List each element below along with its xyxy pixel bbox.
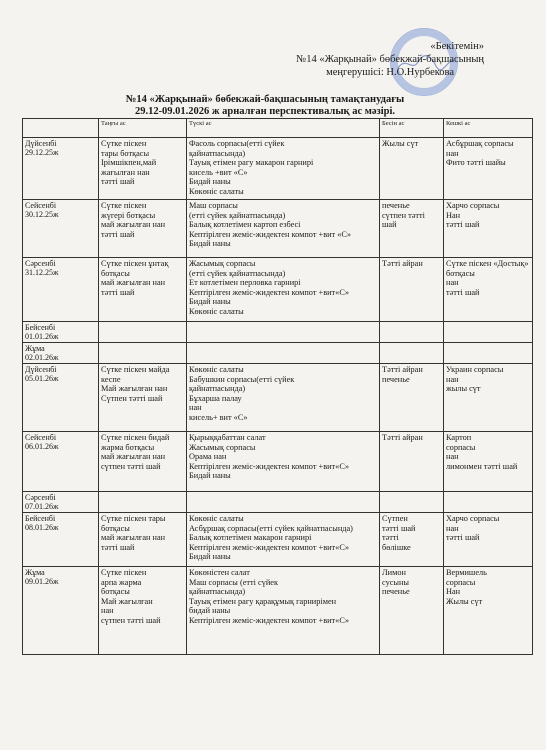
dinner-cell xyxy=(444,343,533,364)
cell-line: лимонмен тәтті шай xyxy=(446,461,518,471)
table-row xyxy=(23,343,533,364)
cell-line: Лимон xyxy=(382,568,406,577)
cell-line: нан xyxy=(446,278,459,288)
cell-line: бөлішке xyxy=(382,542,411,552)
dinner-cell xyxy=(444,513,533,567)
cell-line: жүгері ботқасы xyxy=(101,210,156,220)
day-cell xyxy=(23,343,99,364)
cell-line: Жасымық сорпасы xyxy=(189,259,256,268)
cell-line: 31.12.25ж xyxy=(25,268,59,277)
cell-line: Тәтті айран xyxy=(382,433,423,442)
cell-line: Жұма xyxy=(25,344,45,353)
cell-line: арпа жарма xyxy=(101,577,142,587)
cell-line: Балық котлетімен картоп езбесі xyxy=(189,220,301,230)
cell-line: ботқасы xyxy=(101,523,130,533)
cell-line: 08.01.26ж xyxy=(25,523,59,532)
cell-line: печенье xyxy=(382,587,410,597)
breakfast-cell xyxy=(99,322,187,343)
breakfast-cell xyxy=(99,513,187,567)
cell-line: тәтті шай xyxy=(101,287,135,297)
cell-line: Кептірілген жеміс-жидектен компот +вит«С» xyxy=(189,461,350,471)
cell-line: май жағылған нан xyxy=(101,452,166,462)
lunch-cell xyxy=(187,200,380,258)
cell-line: Нан xyxy=(446,210,461,220)
cell-line: тәтті шай xyxy=(382,523,416,533)
cell-line: қайнатпасында) xyxy=(189,384,246,394)
cell-line: Тауық етімен рагу қарақұмық гарнирімен xyxy=(189,596,337,606)
cell-line: 05.01.26ж xyxy=(25,374,59,383)
cell-line: кеспе xyxy=(101,374,121,384)
table-row xyxy=(23,258,533,322)
snack-cell xyxy=(380,364,444,432)
dinner-cell xyxy=(444,492,533,513)
cell-line: ботқасы xyxy=(101,587,130,597)
cell-line: Асбұршақ сорпасы xyxy=(446,139,514,148)
cell-line: Май жағылған нан xyxy=(101,384,168,394)
snack-cell xyxy=(380,138,444,200)
cell-line: Ет котлетімен перловка гарнирі xyxy=(189,278,301,288)
cell-line: жылы сүт xyxy=(446,384,481,394)
cell-line: Бидай наны xyxy=(189,297,231,307)
cell-line: Кептірілген жеміс-жидектен компот +вит«С» xyxy=(189,615,350,625)
dinner-cell xyxy=(444,322,533,343)
cell-line: Фито тәтті шайы xyxy=(446,158,506,168)
cell-line: Бейсенбі xyxy=(25,323,56,332)
header-dinner: Кешкі ас xyxy=(444,119,533,138)
cell-line: Жасымық сорпасы xyxy=(189,442,256,452)
cell-line: шай xyxy=(382,220,397,230)
table-row xyxy=(23,138,533,200)
cell-line: Орама нан xyxy=(189,452,227,462)
cell-line: Көкөніс салаты xyxy=(189,186,244,196)
approval-line: «Бекітемін» xyxy=(430,41,484,52)
cell-line: Картоп xyxy=(446,433,472,442)
cell-line: Сүтпен тәтті шай xyxy=(101,393,163,403)
cell-line: Көкөніс салаты xyxy=(189,306,244,316)
breakfast-cell xyxy=(99,492,187,513)
table-row xyxy=(23,432,533,492)
snack-cell xyxy=(380,492,444,513)
table-row xyxy=(23,322,533,343)
cell-line: Жылы сүт xyxy=(382,139,419,148)
cell-line: (етті сүйек қайнатпасында) xyxy=(189,210,286,220)
cell-line: Тауық етімен рагу макарон гарнирі xyxy=(189,158,314,168)
dinner-cell xyxy=(444,364,533,432)
day-cell xyxy=(23,432,99,492)
cell-line: Кептірілген жеміс-жидектен компот +вит «С» xyxy=(189,229,352,239)
cell-line: Маш сорпасы (етті сүйек xyxy=(189,577,279,587)
cell-line: Сәрсенбі xyxy=(25,493,56,502)
breakfast-cell xyxy=(99,258,187,322)
cell-line: Сүтке піскен ұнтақ xyxy=(101,259,169,268)
cell-line: нан xyxy=(101,606,114,616)
cell-line: тәтті шай xyxy=(446,287,480,297)
dinner-cell xyxy=(444,567,533,655)
snack-cell xyxy=(380,432,444,492)
cell-line: Кептірілген жеміс-жидектен компот +вит«С» xyxy=(189,542,350,552)
cell-line: бидай наны xyxy=(189,606,231,616)
cell-line: Бидай наны xyxy=(189,471,231,481)
header-snack: Бесін ас xyxy=(380,119,444,138)
day-cell xyxy=(23,492,99,513)
dinner-cell xyxy=(444,432,533,492)
breakfast-cell xyxy=(99,364,187,432)
title-line-2: 29.12-09.01.2026 ж арналған перспективалық ас мәзірі. xyxy=(134,106,396,117)
cell-line: Көкөніс салаты xyxy=(189,365,244,374)
day-cell xyxy=(23,258,99,322)
day-cell xyxy=(23,200,99,258)
cell-line: май жағылған нан xyxy=(101,278,166,288)
cell-line: Бабушкин сорпасы(етті сүйек xyxy=(189,374,295,384)
cell-line: Бұхарша палау xyxy=(189,393,242,403)
dinner-cell xyxy=(444,138,533,200)
cell-line: Жұма xyxy=(25,568,45,577)
cell-line: 07.01.26ж xyxy=(25,502,59,511)
cell-line: тәтті xyxy=(382,533,399,543)
approval-line: №14 «Жарқынай» бөбекжай-бақшасының xyxy=(296,54,484,65)
cell-line: жағылған нан xyxy=(101,167,150,177)
cell-line: қайнатпасында) xyxy=(189,587,246,597)
cell-line: май жағылған нан xyxy=(101,220,166,230)
breakfast-cell xyxy=(99,200,187,258)
cell-line: тәтті шай xyxy=(446,220,480,230)
cell-line: Ірімшікпен,май xyxy=(101,158,157,168)
cell-line: Май жағылған xyxy=(101,596,153,606)
cell-line: қайнатпасында) xyxy=(189,148,246,158)
title-line-1: №14 «Жарқынай» бөбекжай-бақшасының тамақтанудағы xyxy=(125,94,405,105)
cell-line: 02.01.26ж xyxy=(25,353,59,362)
cell-line: кисель+ вит «С» xyxy=(189,412,248,422)
cell-line: Көкөніс салаты xyxy=(189,514,244,523)
cell-line: Украин сорпасы xyxy=(446,365,504,374)
cell-line: Вермишель xyxy=(446,568,487,577)
cell-line: 29.12.25ж xyxy=(25,148,59,157)
lunch-cell xyxy=(187,513,380,567)
cell-line: Көкөністен салат xyxy=(189,568,250,577)
lunch-cell xyxy=(187,343,380,364)
lunch-cell xyxy=(187,322,380,343)
cell-line: Асбұршақ сорпасы(етті сүйек қайнатпасында) xyxy=(189,523,353,533)
table-row xyxy=(23,567,533,655)
header-breakfast: Таңғы ас xyxy=(99,119,187,138)
cell-line: Сүтке піскен xyxy=(101,568,147,577)
cell-line: Дүйсенбі xyxy=(25,365,57,374)
cell-line: Сүтке піскен бидай xyxy=(101,433,170,442)
table-row xyxy=(23,200,533,258)
table-header-row xyxy=(23,119,533,138)
cell-line: ботқасы xyxy=(101,268,130,278)
cell-line: Нан xyxy=(446,587,461,597)
day-cell xyxy=(23,364,99,432)
cell-line: Бидай наны xyxy=(189,552,231,562)
day-cell xyxy=(23,138,99,200)
cell-line: тәтті шай xyxy=(101,229,135,239)
cell-line: нан xyxy=(446,148,459,158)
cell-line: жарма ботқасы xyxy=(101,442,155,452)
cell-line: Сүтке піскен тары xyxy=(101,514,166,523)
lunch-cell xyxy=(187,432,380,492)
lunch-cell xyxy=(187,492,380,513)
menu-table xyxy=(22,118,533,655)
snack-cell xyxy=(380,513,444,567)
cell-line: Балық котлетімен макарон гарнирі xyxy=(189,533,312,543)
cell-line: Бидай наны xyxy=(189,239,231,249)
cell-line: (етті сүйек қайнатпасында) xyxy=(189,268,286,278)
cell-line: Тәтті айран xyxy=(382,259,423,268)
cell-line: Сүтке піскен майда xyxy=(101,365,170,374)
lunch-cell xyxy=(187,567,380,655)
cell-line: сусыны xyxy=(382,577,409,587)
cell-line: печенье xyxy=(382,201,410,210)
lunch-cell xyxy=(187,138,380,200)
cell-line: Фасоль сорпасы(етті сүйек xyxy=(189,139,285,148)
dinner-cell xyxy=(444,200,533,258)
lunch-cell xyxy=(187,258,380,322)
header-day xyxy=(23,119,99,138)
cell-line: Сәрсенбі xyxy=(25,259,56,268)
cell-line: нан xyxy=(189,403,202,413)
breakfast-cell xyxy=(99,432,187,492)
day-cell xyxy=(23,513,99,567)
cell-line: сүтпен тәтті шай xyxy=(101,461,161,471)
day-cell xyxy=(23,322,99,343)
table-row xyxy=(23,492,533,513)
cell-line: нан xyxy=(446,452,459,462)
approval-block xyxy=(296,40,484,79)
header-lunch: Түскі ас xyxy=(187,119,380,138)
approval-line: меңгерушісі: Н.О.Нурбекова xyxy=(326,67,455,78)
day-cell xyxy=(23,567,99,655)
cell-line: 09.01.26ж xyxy=(25,577,59,586)
cell-line: Сейсенбі xyxy=(25,433,57,442)
cell-line: Бидай наны xyxy=(189,177,231,187)
cell-line: Кептірілген жеміс-жидектен компот +вит«С» xyxy=(189,287,350,297)
cell-line: печенье xyxy=(382,374,410,384)
snack-cell xyxy=(380,343,444,364)
document-title xyxy=(95,94,435,118)
snack-cell xyxy=(380,322,444,343)
cell-line: тәтті шай xyxy=(446,533,480,543)
lunch-cell xyxy=(187,364,380,432)
cell-line: Сүтке піскен xyxy=(101,201,147,210)
cell-line: Сейсенбі xyxy=(25,201,57,210)
cell-line: Харчо сорпасы xyxy=(446,201,500,210)
dinner-cell xyxy=(444,258,533,322)
cell-line: нан xyxy=(446,374,459,384)
cell-line: Харчо сорпасы xyxy=(446,514,500,523)
cell-line: тәтті шай xyxy=(101,542,135,552)
cell-line: сорпасы xyxy=(446,577,476,587)
breakfast-cell xyxy=(99,343,187,364)
cell-line: 06.01.26ж xyxy=(25,442,59,451)
cell-line: сорпасы xyxy=(446,442,476,452)
cell-line: Жылы сүт xyxy=(446,596,483,606)
snack-cell xyxy=(380,200,444,258)
cell-line: 01.01.26ж xyxy=(25,332,59,341)
cell-line: ботқасы xyxy=(446,268,475,278)
breakfast-cell xyxy=(99,138,187,200)
cell-line: нан xyxy=(446,523,459,533)
cell-line: Сүтке піскен xyxy=(101,139,147,148)
cell-line: Дүйсенбі xyxy=(25,139,57,148)
table-row xyxy=(23,513,533,567)
cell-line: Тәтті айран xyxy=(382,365,423,374)
cell-line: сүтпен тәтті xyxy=(382,210,425,220)
cell-line: сүтпен тәтті шай xyxy=(101,615,161,625)
snack-cell xyxy=(380,258,444,322)
snack-cell xyxy=(380,567,444,655)
cell-line: тары ботқасы xyxy=(101,148,150,158)
cell-line: тәтті шай xyxy=(101,177,135,187)
cell-line: Сүтке піскен «Достық» xyxy=(446,259,529,268)
cell-line: кисель +вит «С» xyxy=(189,167,248,177)
cell-line: 30.12.25ж xyxy=(25,210,59,219)
table-row xyxy=(23,364,533,432)
cell-line: Қырыққабаттан салат xyxy=(189,433,266,442)
cell-line: май жағылған нан xyxy=(101,533,166,543)
cell-line: Маш сорпасы xyxy=(189,201,238,210)
breakfast-cell xyxy=(99,567,187,655)
cell-line: Сүтпен xyxy=(382,514,408,523)
cell-line: Бейсенбі xyxy=(25,514,56,523)
